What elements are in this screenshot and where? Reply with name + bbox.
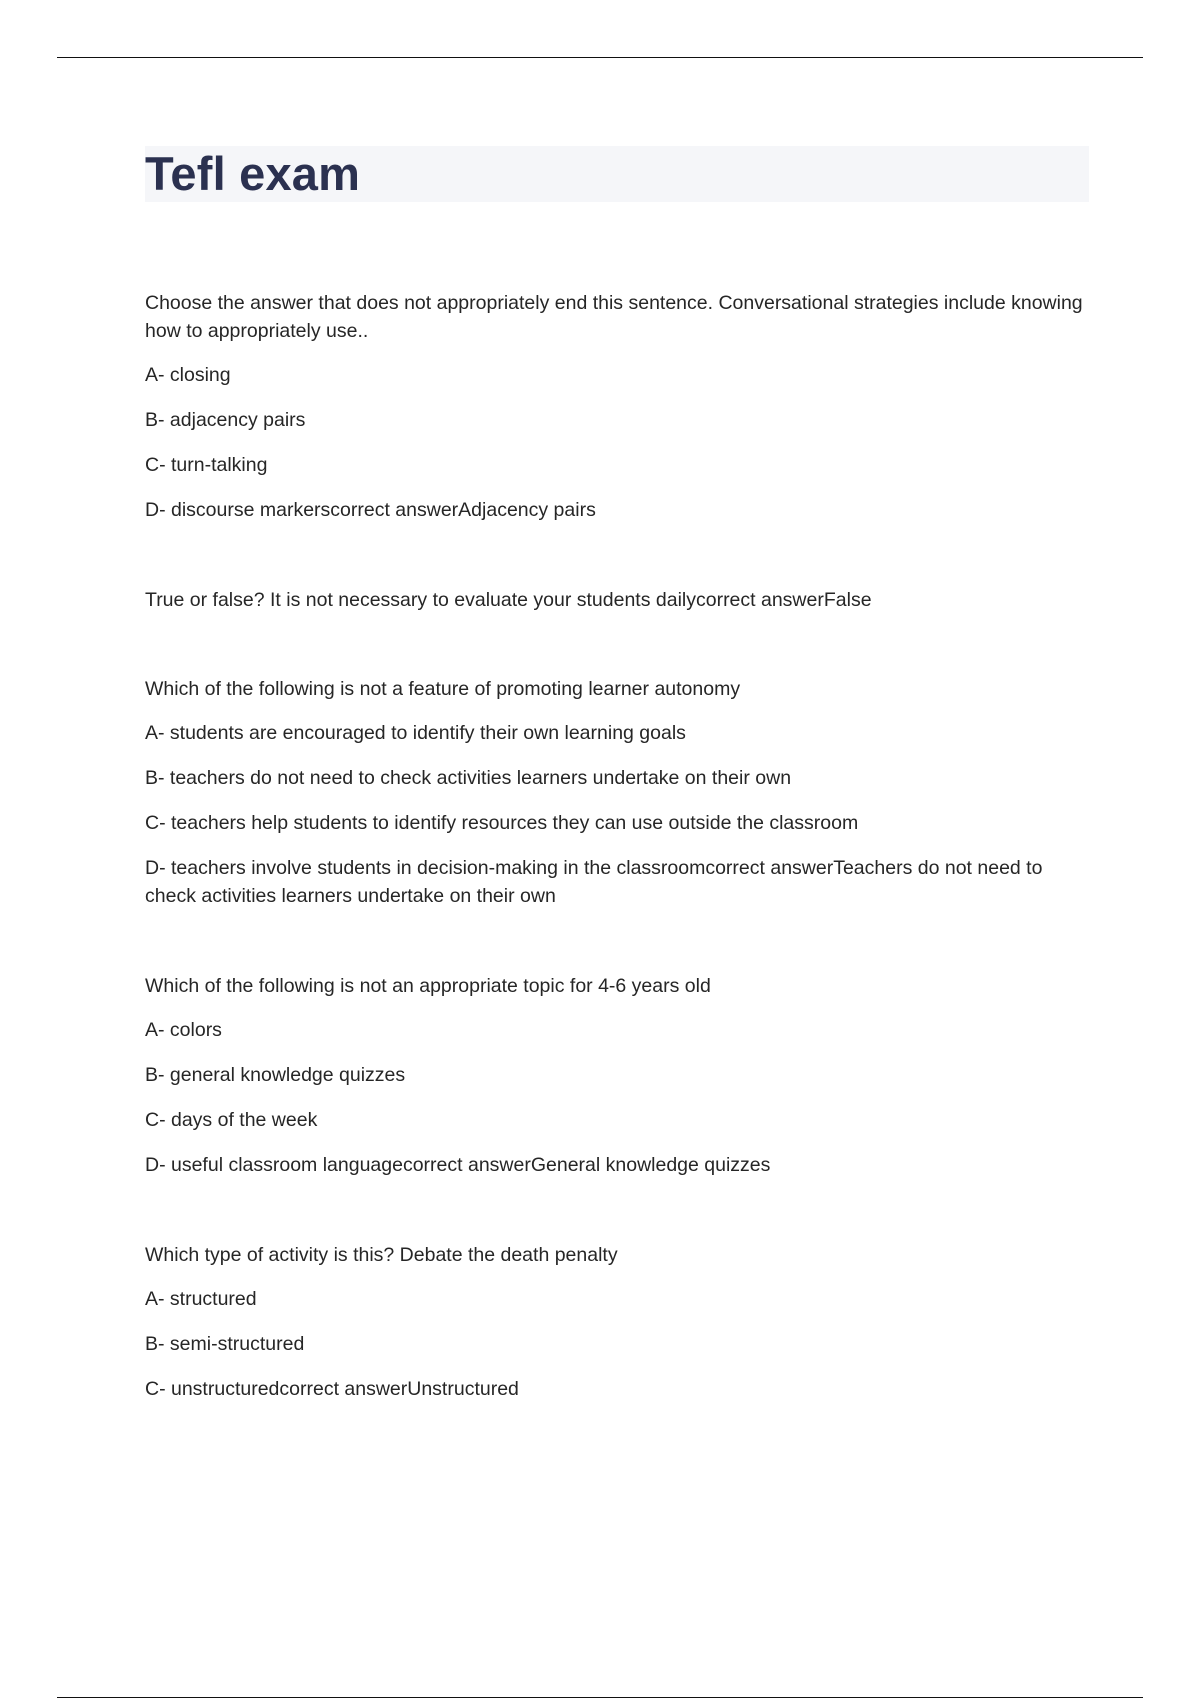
question-5 [145,1241,1089,1403]
answer-option: C- teachers help students to identify resources they can use outside the classroom [145,812,859,834]
answer-option: C- days of the week [145,1109,318,1131]
question-list [145,289,1089,1420]
question-text: Which of the following is not a feature of promoting learner autonomy [145,678,741,700]
question-2 [145,586,1089,614]
question-text: True or false? It is not necessary to evaluate your students dailycorrect answerFalse [145,589,872,611]
question-1 [145,289,1089,524]
page-title: Tefl exam [145,147,361,200]
spacer [145,630,1089,675]
spacer [145,1196,1089,1241]
top-rule [57,57,1143,58]
answer-option: D- useful classroom languagecorrect answerGeneral knowledge quizzes [145,1154,771,1176]
answer-option: A- closing [145,364,231,386]
answer-option: A- colors [145,1019,222,1041]
answer-option: D- teachers involve students in decision-making in the classroomcorrect answerTeachers do not need to check activities learners undertake on their own [145,857,1043,907]
question-text: Which type of activity is this? Debate the death penalty [145,1244,618,1266]
answer-option: B- teachers do not need to check activities learners undertake on their own [145,767,792,789]
answer-option: A- structured [145,1288,257,1310]
answer-option: C- turn-talking [145,454,268,476]
question-4 [145,972,1089,1179]
answer-option: B- adjacency pairs [145,409,306,431]
answer-option: A- students are encouraged to identify their own learning goals [145,722,686,744]
spacer [145,541,1089,586]
question-text: Which of the following is not an appropriate topic for 4-6 years old [145,975,711,997]
answer-option: C- unstructuredcorrect answerUnstructured [145,1378,519,1400]
question-text: Choose the answer that does not appropriately end this sentence. Conversational strategies include knowing how to appropriately use.. [145,292,1083,342]
question-3 [145,675,1089,910]
answer-option: D- discourse markerscorrect answerAdjacency pairs [145,499,596,521]
answer-option: B- semi-structured [145,1333,305,1355]
spacer [145,927,1089,972]
answer-option: B- general knowledge quizzes [145,1064,406,1086]
bottom-rule [57,1697,1143,1698]
